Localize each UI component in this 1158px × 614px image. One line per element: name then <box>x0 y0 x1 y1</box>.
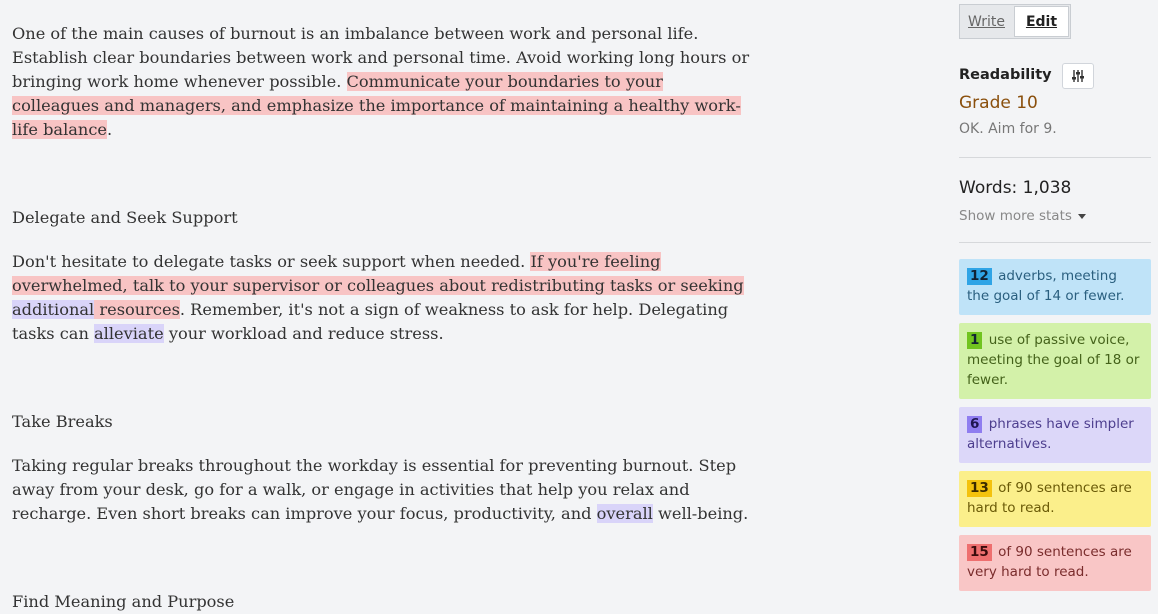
paragraph-delegate[interactable] <box>12 250 752 346</box>
text-run: well-being. <box>652 504 749 523</box>
simpler-phrase-highlight[interactable]: additional <box>12 300 95 319</box>
text-run: . Remember, it's not a sign of weakness to ask for help. Delegating tasks can <box>12 300 729 343</box>
adverbs-card-text: adverbs, meeting the goal of 14 or fewer. <box>967 268 1125 304</box>
word-count: Words: 1,038 <box>959 178 1072 198</box>
heading-meaning[interactable]: Find Meaning and Purpose <box>12 592 235 611</box>
adverbs-card[interactable] <box>959 259 1151 315</box>
grade-level: Grade 10 <box>959 93 1038 113</box>
paragraph-boundaries[interactable] <box>12 22 752 142</box>
hard-card-text: of 90 sentences are hard to read. <box>967 480 1132 516</box>
heading-take-breaks[interactable]: Take Breaks <box>12 412 113 431</box>
simpler-phrase-highlight[interactable]: alleviate <box>94 324 164 343</box>
heading-delegate[interactable]: Delegate and Seek Support <box>12 208 238 227</box>
readability-label: Readability <box>959 67 1052 83</box>
passive-card-text: use of passive voice, meeting the goal of 18 or fewer. <box>967 332 1140 388</box>
simpler-alternatives-card[interactable] <box>959 407 1151 463</box>
mode-toggle <box>959 4 1071 39</box>
grade-note: OK. Aim for 9. <box>959 121 1057 137</box>
very-hard-sentence-highlight[interactable]: If you're feeling overwhelmed, talk to your supervisor or colleagues about redistributing tasks or seeking <box>12 252 744 295</box>
simpler-count-badge: 6 <box>967 416 982 433</box>
simpler-phrase-highlight[interactable]: overall <box>596 504 653 523</box>
passive-count-badge: 1 <box>967 332 982 349</box>
text-run: One of the main causes of burnout is an imbalance between work and personal life. Establish clear boundaries between work and personal time. Avoid working long hours or bringing work home whenever possible. <box>12 24 750 91</box>
adverbs-count-badge: 12 <box>967 268 992 285</box>
very-hard-count-badge: 15 <box>967 544 992 561</box>
editor-content[interactable] <box>12 22 752 614</box>
very-hard-sentence-highlight[interactable]: Communicate your boundaries to your colleagues and managers, and emphasize the importance of maintaining a healthy work-life balance <box>12 72 741 139</box>
caret-down-icon <box>1078 214 1086 219</box>
readability-settings-button[interactable] <box>1062 63 1094 89</box>
text-run: your workload and reduce stress. <box>163 324 444 343</box>
text-run: Don't hesitate to delegate tasks or seek support when needed. <box>12 252 531 271</box>
divider <box>959 242 1151 243</box>
very-hard-card-text: of 90 sentences are very hard to read. <box>967 544 1132 580</box>
paragraph-breaks[interactable] <box>12 454 752 526</box>
passive-voice-card[interactable] <box>959 323 1151 399</box>
edit-mode-button[interactable]: Edit <box>1014 6 1069 37</box>
sliders-icon <box>1071 69 1085 83</box>
simpler-card-text: phrases have simpler alternatives. <box>967 416 1134 452</box>
text-run: Taking regular breaks throughout the workday is essential for preventing burnout. Step away from your desk, go for a walk, or engage in activities that help you relax and recharge. Even short breaks can improve your focus, productivity, and <box>12 456 737 523</box>
very-hard-sentences-card[interactable] <box>959 535 1151 591</box>
hard-count-badge: 13 <box>967 480 992 497</box>
very-hard-sentence-highlight[interactable]: resources <box>99 300 180 319</box>
text-run: . <box>106 120 113 139</box>
write-mode-button[interactable]: Write <box>968 13 1005 30</box>
hard-sentences-card[interactable] <box>959 471 1151 527</box>
divider <box>959 157 1151 158</box>
show-more-stats-label: Show more stats <box>959 208 1072 224</box>
show-more-stats-button[interactable] <box>959 208 1086 224</box>
